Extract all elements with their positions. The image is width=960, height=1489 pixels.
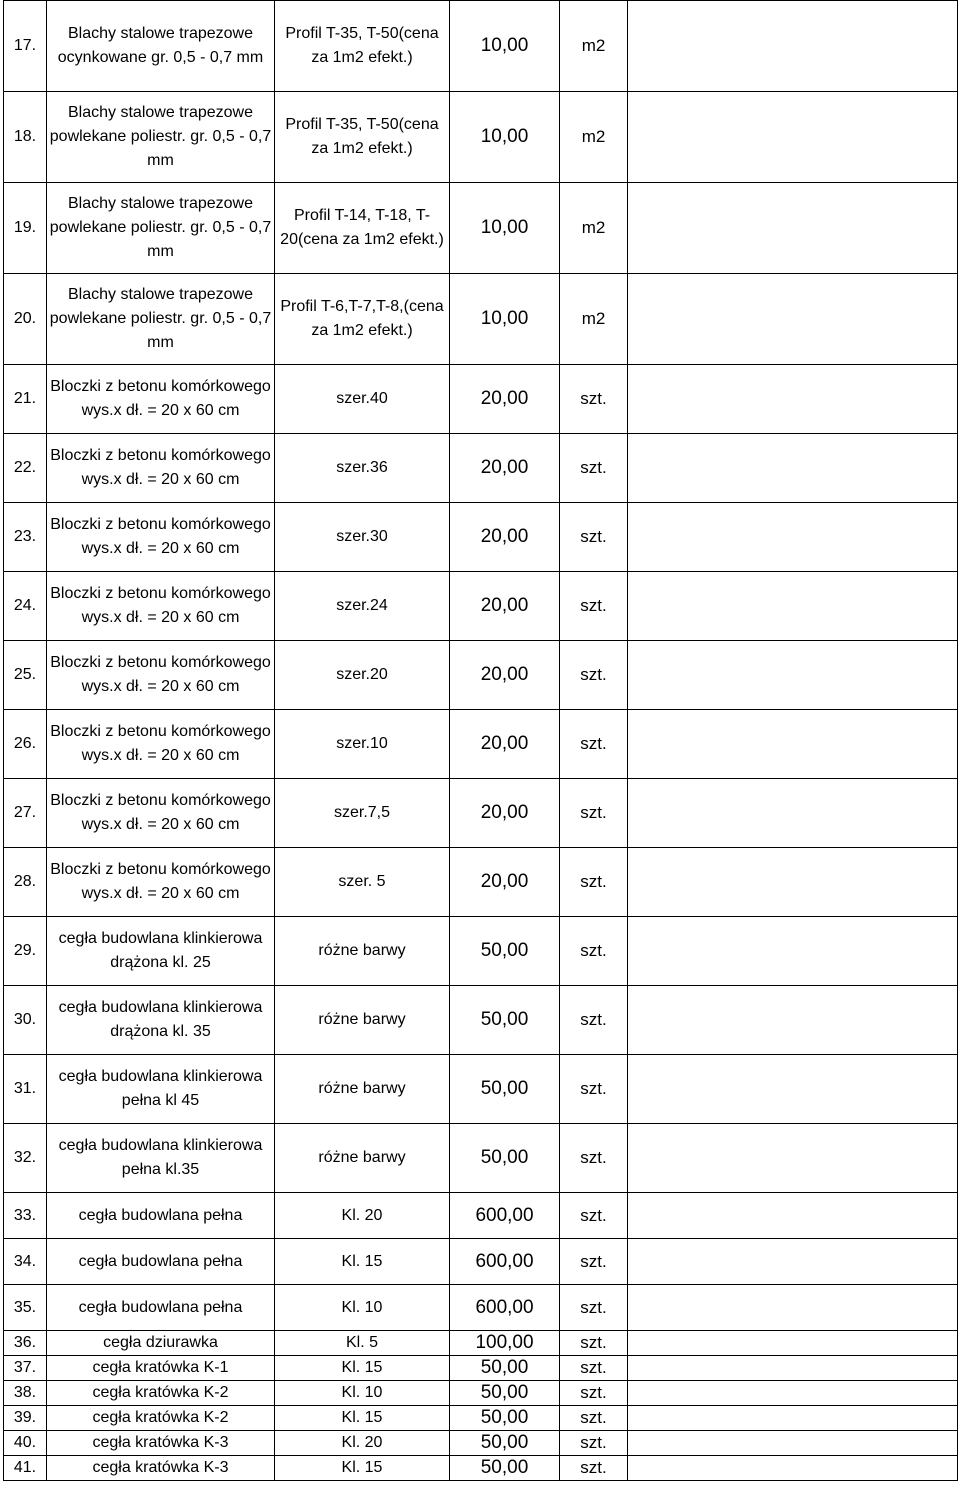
cell-unit: szt. [560,1406,628,1431]
cell-name: cegła kratówka K-1 [47,1356,275,1381]
cell-qty: 20,00 [450,848,560,917]
cell-unit: szt. [560,503,628,572]
table-row [4,1356,958,1381]
cell-qty: 600,00 [450,1285,560,1331]
cell-empty [628,710,958,779]
cell-empty [628,1285,958,1331]
cell-qty: 600,00 [450,1193,560,1239]
cell-qty: 20,00 [450,572,560,641]
cell-spec: szer.24 [275,572,450,641]
cell-unit: szt. [560,572,628,641]
cell-unit: szt. [560,986,628,1055]
cell-spec: szer.20 [275,641,450,710]
cell-name: cegła budowlana klinkierowa pełna kl.35 [47,1124,275,1193]
table-row [4,1406,958,1431]
cell-no: 40. [4,1431,47,1456]
cell-unit: szt. [560,1331,628,1356]
cell-empty [628,917,958,986]
cell-empty [628,1406,958,1431]
table-row [4,917,958,986]
cell-empty [628,365,958,434]
cell-unit: szt. [560,641,628,710]
cell-unit: szt. [560,1456,628,1481]
cell-spec: Profil T-35, T-50(cena za 1m2 efekt.) [275,1,450,92]
cell-unit: szt. [560,365,628,434]
cell-name: Bloczki z betonu komórkowego wys.x dł. = 20 x 60 cm [47,503,275,572]
cell-spec: szer.7,5 [275,779,450,848]
table-row [4,848,958,917]
table-row [4,434,958,503]
cell-spec: Profil T-35, T-50(cena za 1m2 efekt.) [275,92,450,183]
cell-no: 38. [4,1381,47,1406]
table-row [4,1456,958,1481]
cell-name: cegła budowlana pełna [47,1239,275,1285]
cell-no: 20. [4,274,47,365]
cell-no: 27. [4,779,47,848]
cell-name: cegła budowlana pełna [47,1285,275,1331]
cell-spec: szer.40 [275,365,450,434]
cell-empty [628,572,958,641]
cell-qty: 50,00 [450,1456,560,1481]
cell-qty: 50,00 [450,917,560,986]
cell-spec: Kl. 15 [275,1239,450,1285]
cell-qty: 50,00 [450,1055,560,1124]
cell-name: Bloczki z betonu komórkowego wys.x dł. = 20 x 60 cm [47,365,275,434]
cell-empty [628,274,958,365]
cell-unit: m2 [560,92,628,183]
cell-unit: szt. [560,1381,628,1406]
cell-qty: 50,00 [450,1124,560,1193]
cell-no: 36. [4,1331,47,1356]
table-row [4,710,958,779]
table-row [4,1331,958,1356]
cell-no: 29. [4,917,47,986]
cell-no: 25. [4,641,47,710]
cell-name: cegła budowlana pełna [47,1193,275,1239]
cell-qty: 50,00 [450,1381,560,1406]
cell-spec: różne barwy [275,917,450,986]
cell-name: Blachy stalowe trapezowe powlekane poliestr. gr. 0,5 - 0,7 mm [47,183,275,274]
table-row [4,1055,958,1124]
cell-no: 30. [4,986,47,1055]
cell-unit: szt. [560,1431,628,1456]
table-body [4,1,958,1481]
cell-spec: szer.10 [275,710,450,779]
cell-empty [628,848,958,917]
cell-name: cegła kratówka K-2 [47,1406,275,1431]
table-row [4,365,958,434]
cell-qty: 20,00 [450,434,560,503]
cell-qty: 50,00 [450,986,560,1055]
cell-spec: szer.36 [275,434,450,503]
cell-unit: m2 [560,1,628,92]
cell-qty: 20,00 [450,779,560,848]
cell-qty: 10,00 [450,92,560,183]
price-table [3,0,958,1481]
cell-no: 21. [4,365,47,434]
cell-spec: Kl. 10 [275,1381,450,1406]
cell-no: 24. [4,572,47,641]
cell-empty [628,1456,958,1481]
cell-name: cegła budowlana klinkierowa pełna kl 45 [47,1055,275,1124]
cell-empty [628,1431,958,1456]
cell-spec: szer. 5 [275,848,450,917]
cell-spec: Kl. 10 [275,1285,450,1331]
cell-spec: Kl. 5 [275,1331,450,1356]
table-row [4,1124,958,1193]
table-row [4,572,958,641]
cell-name: cegła budowlana klinkierowa drążona kl. 35 [47,986,275,1055]
cell-unit: szt. [560,1124,628,1193]
cell-name: Blachy stalowe trapezowe powlekane poliestr. gr. 0,5 - 0,7 mm [47,92,275,183]
table-row [4,92,958,183]
cell-spec: Kl. 15 [275,1406,450,1431]
cell-qty: 20,00 [450,365,560,434]
cell-empty [628,183,958,274]
cell-no: 22. [4,434,47,503]
cell-spec: różne barwy [275,1124,450,1193]
cell-empty [628,986,958,1055]
table-row [4,1431,958,1456]
cell-spec: Kl. 15 [275,1456,450,1481]
cell-empty [628,1239,958,1285]
cell-empty [628,434,958,503]
cell-no: 33. [4,1193,47,1239]
cell-unit: m2 [560,274,628,365]
cell-name: Bloczki z betonu komórkowego wys.x dł. = 20 x 60 cm [47,641,275,710]
table-row [4,1381,958,1406]
cell-spec: Profil T-14, T-18, T-20(cena za 1m2 efekt.) [275,183,450,274]
cell-qty: 20,00 [450,503,560,572]
cell-no: 39. [4,1406,47,1431]
table-row [4,641,958,710]
table-row [4,779,958,848]
cell-name: Blachy stalowe trapezowe powlekane poliestr. gr. 0,5 - 0,7 mm [47,274,275,365]
cell-empty [628,1331,958,1356]
cell-unit: szt. [560,1356,628,1381]
cell-empty [628,1381,958,1406]
cell-qty: 20,00 [450,710,560,779]
cell-qty: 50,00 [450,1356,560,1381]
cell-name: cegła kratówka K-3 [47,1456,275,1481]
cell-qty: 10,00 [450,1,560,92]
cell-name: cegła budowlana klinkierowa drążona kl. 25 [47,917,275,986]
cell-name: Bloczki z betonu komórkowego wys.x dł. = 20 x 60 cm [47,572,275,641]
cell-name: Bloczki z betonu komórkowego wys.x dł. = 20 x 60 cm [47,434,275,503]
cell-no: 18. [4,92,47,183]
cell-no: 32. [4,1124,47,1193]
cell-qty: 50,00 [450,1406,560,1431]
cell-qty: 50,00 [450,1431,560,1456]
cell-spec: różne barwy [275,986,450,1055]
cell-empty [628,1,958,92]
cell-name: cegła dziurawka [47,1331,275,1356]
cell-empty [628,1193,958,1239]
cell-no: 28. [4,848,47,917]
cell-empty [628,1055,958,1124]
cell-empty [628,779,958,848]
cell-empty [628,503,958,572]
cell-name: cegła kratówka K-2 [47,1381,275,1406]
table-row [4,274,958,365]
table-row [4,183,958,274]
cell-no: 34. [4,1239,47,1285]
cell-no: 17. [4,1,47,92]
cell-spec: Profil T-6,T-7,T-8,(cena za 1m2 efekt.) [275,274,450,365]
cell-unit: m2 [560,183,628,274]
cell-no: 31. [4,1055,47,1124]
cell-empty [628,1124,958,1193]
cell-no: 37. [4,1356,47,1381]
cell-unit: szt. [560,848,628,917]
cell-unit: szt. [560,710,628,779]
table-row [4,1,958,92]
cell-spec: szer.30 [275,503,450,572]
cell-qty: 100,00 [450,1331,560,1356]
cell-name: Bloczki z betonu komórkowego wys.x dł. = 20 x 60 cm [47,779,275,848]
cell-unit: szt. [560,779,628,848]
cell-empty [628,641,958,710]
cell-spec: różne barwy [275,1055,450,1124]
table-row [4,1285,958,1331]
cell-spec: Kl. 20 [275,1193,450,1239]
table-row [4,986,958,1055]
cell-qty: 600,00 [450,1239,560,1285]
cell-qty: 10,00 [450,274,560,365]
cell-unit: szt. [560,434,628,503]
cell-spec: Kl. 20 [275,1431,450,1456]
cell-qty: 10,00 [450,183,560,274]
table-row [4,1193,958,1239]
cell-qty: 20,00 [450,641,560,710]
cell-unit: szt. [560,1239,628,1285]
cell-empty [628,1356,958,1381]
cell-empty [628,92,958,183]
cell-no: 41. [4,1456,47,1481]
cell-unit: szt. [560,1193,628,1239]
cell-unit: szt. [560,1285,628,1331]
cell-no: 35. [4,1285,47,1331]
cell-no: 26. [4,710,47,779]
cell-name: Bloczki z betonu komórkowego wys.x dł. = 20 x 60 cm [47,848,275,917]
cell-unit: szt. [560,917,628,986]
cell-name: Blachy stalowe trapezowe ocynkowane gr. 0,5 - 0,7 mm [47,1,275,92]
cell-no: 19. [4,183,47,274]
cell-unit: szt. [560,1055,628,1124]
table-row [4,1239,958,1285]
cell-name: cegła kratówka K-3 [47,1431,275,1456]
cell-spec: Kl. 15 [275,1356,450,1381]
cell-no: 23. [4,503,47,572]
cell-name: Bloczki z betonu komórkowego wys.x dł. = 20 x 60 cm [47,710,275,779]
table-row [4,503,958,572]
